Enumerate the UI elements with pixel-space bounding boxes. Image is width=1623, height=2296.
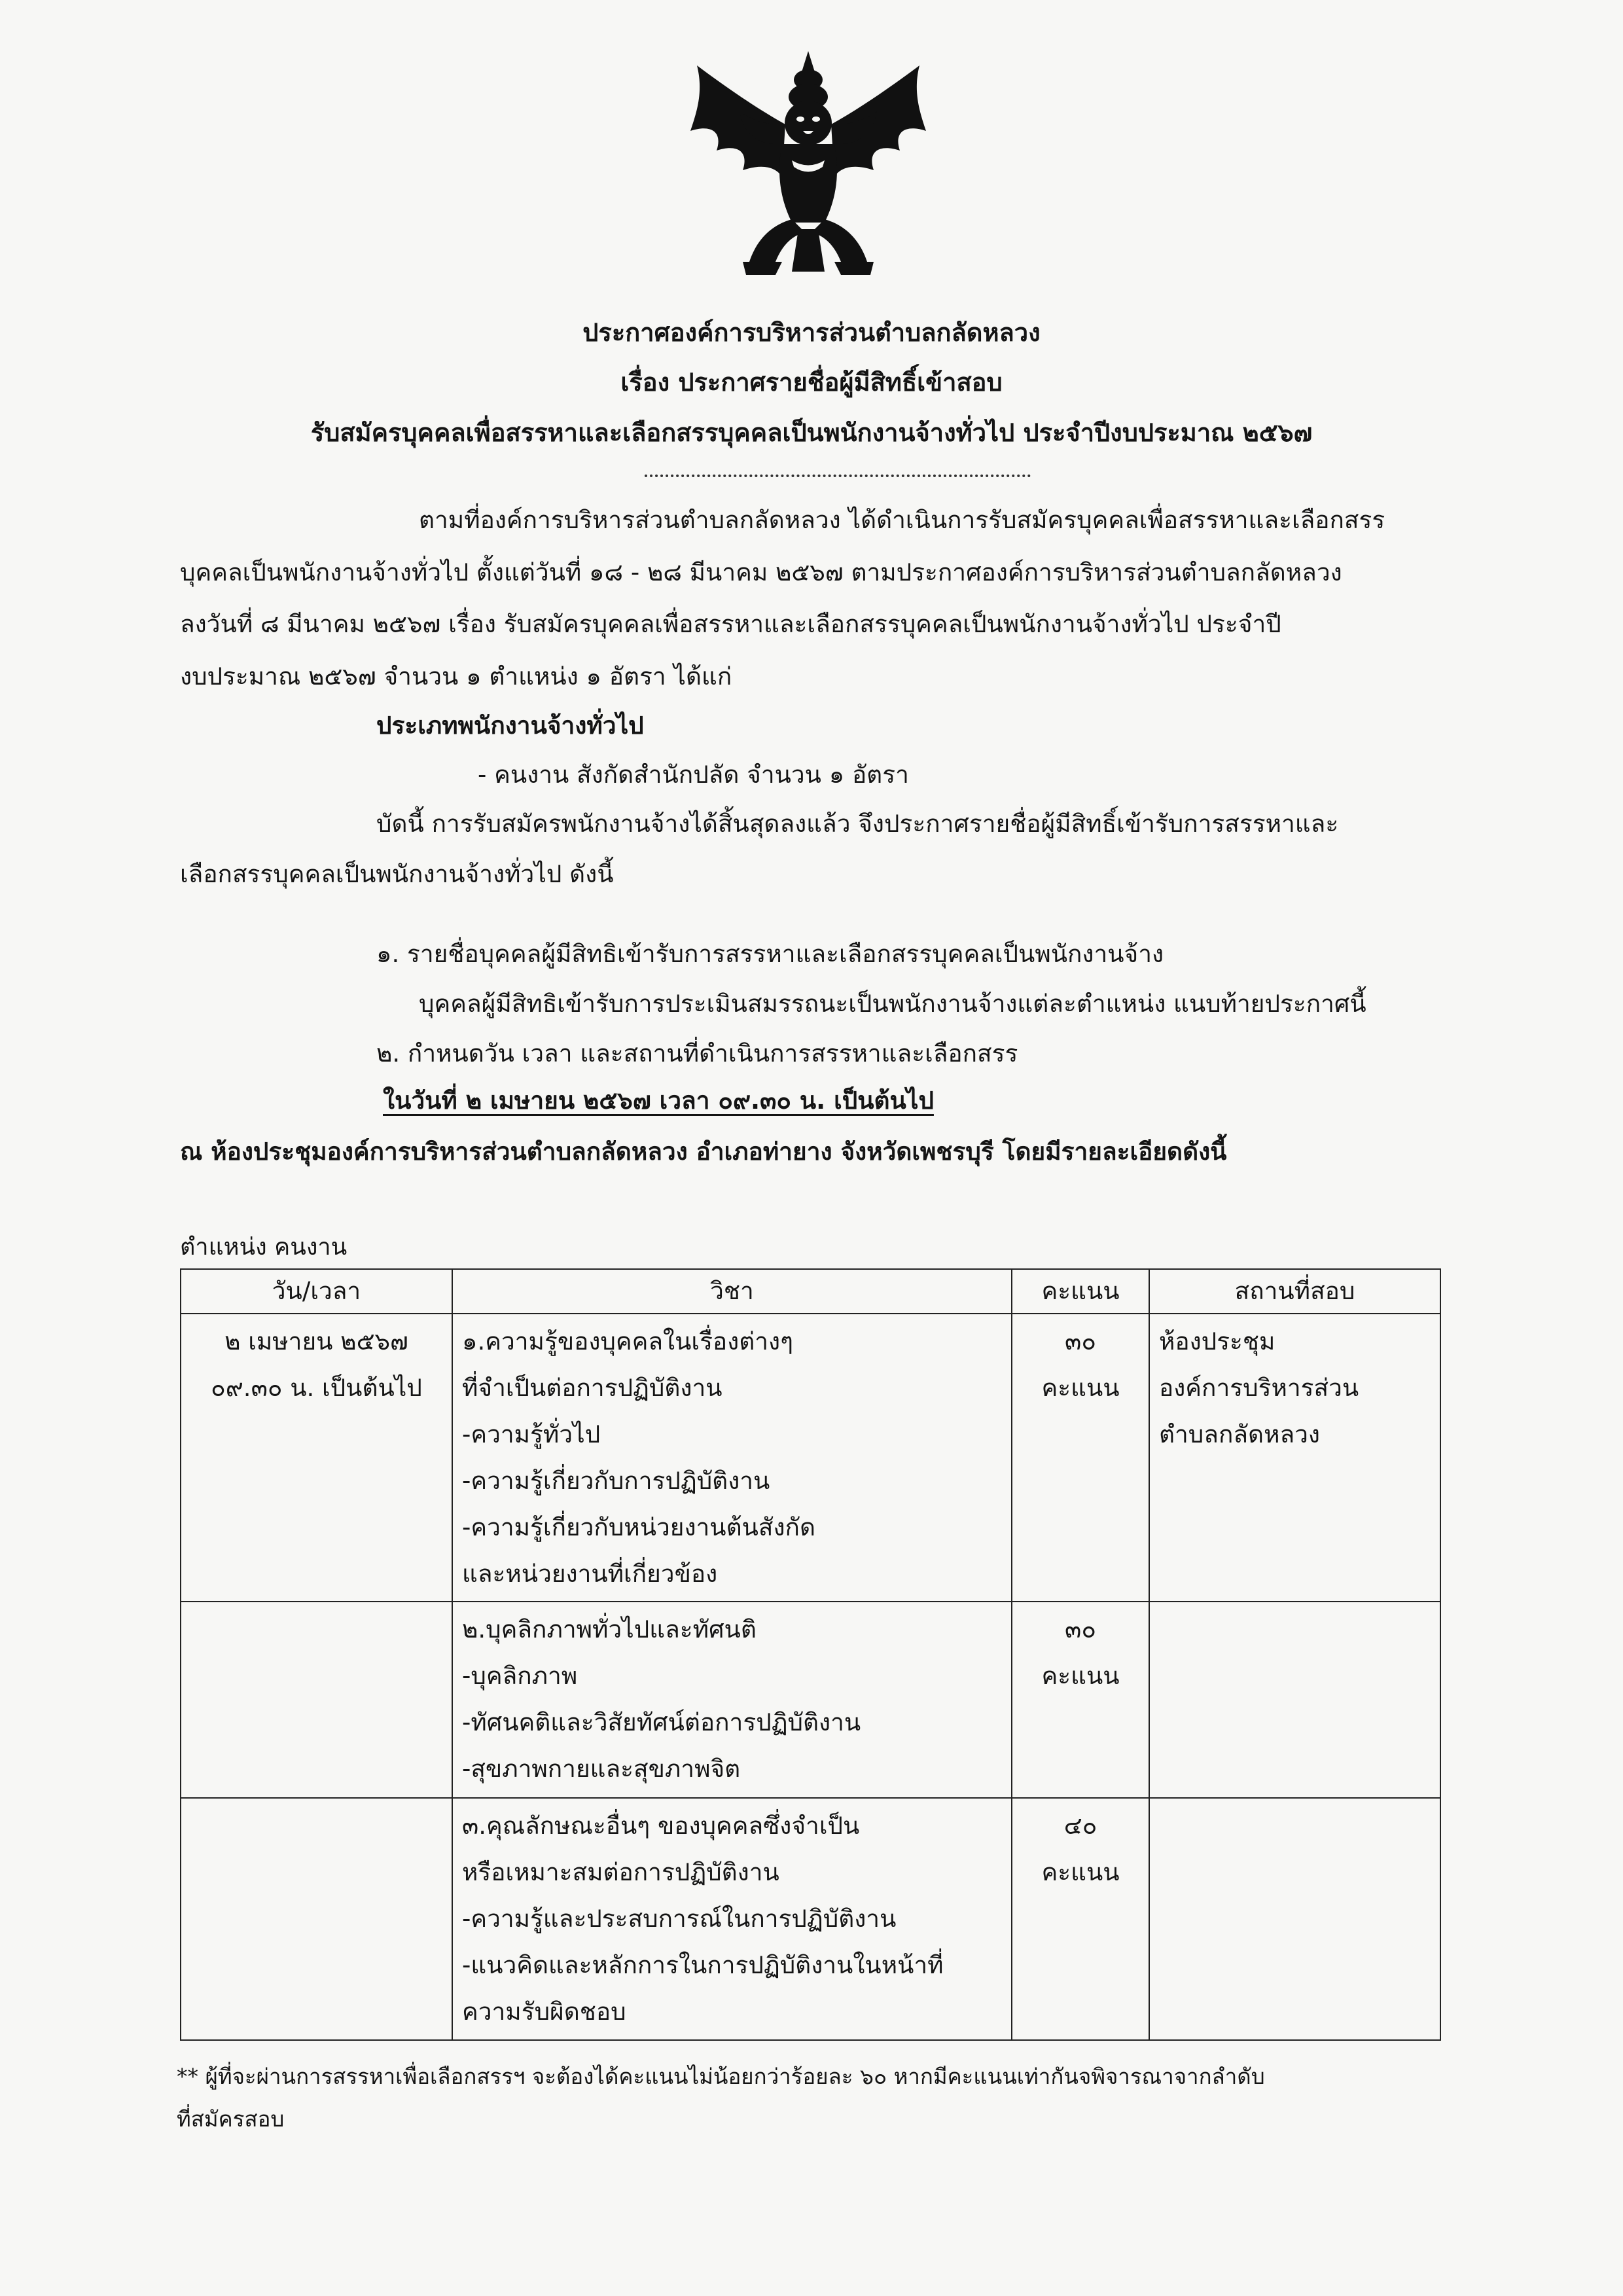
header-subject: วิชา (452, 1269, 1012, 1314)
table-caption: ตำแหน่ง คนงาน (180, 1234, 348, 1261)
announcement-subtitle: รับสมัครบุคคลเพื่อสรรหาและเลือกสรรบุคคลเป็นพนักงานจ้างทั่วไป ประจำปีงบประมาณ ๒๕๖๗ (310, 418, 1313, 447)
announcement-subject: เรื่อง ประกาศรายชื่อผู้มีสิทธิ์เข้าสอบ (620, 368, 1003, 397)
para2-line1: บัดนี้ การรับสมัครพนักงานจ้างได้สิ้นสุดลงแล้ว จึงประกาศรายชื่อผู้มีสิทธิ์เข้ารับการสรรหาและ (376, 810, 1339, 838)
score-value: ๓๐ (1065, 1327, 1096, 1355)
exam-time: ๐๙.๓๐ น. เป็นต้นไป (211, 1374, 422, 1402)
subject-line: ๓.คุณลักษณะอื่นๆ ของบุคคลซึ่งจำเป็น (462, 1812, 860, 1840)
item-1: ๑. รายชื่อบุคคลผู้มีสิทธิเข้ารับการสรรหาและเลือกสรรบุคคลเป็นพนักงานจ้าง (376, 940, 1164, 968)
score-value: ๔๐ (1063, 1812, 1097, 1840)
subject-line: -แนวคิดและหลักการในการปฏิบัติงานในหน้าที่ (462, 1951, 944, 1979)
exam-schedule-table (180, 1268, 1441, 2041)
subject-line: -ทัศนคติและวิสัยทัศน์ต่อการปฏิบัติงาน (462, 1708, 861, 1736)
table-header-row (181, 1269, 1440, 1314)
header-score: คะแนน (1012, 1269, 1149, 1314)
cell-venue (1149, 1798, 1440, 2040)
table-row (181, 1314, 1440, 1602)
score-unit: คะแนน (1041, 1662, 1120, 1690)
employee-category: ประเภทพนักงานจ้างทั่วไป (376, 711, 644, 740)
table-row (181, 1798, 1440, 2040)
subject-line: ความรับผิดชอบ (462, 1998, 626, 2026)
para2-line2: เลือกสรรบุคคลเป็นพนักงานจ้างทั่วไป ดังนี้ (180, 860, 614, 888)
exam-date-line: ในวันที่ ๒ เมษายน ๒๕๖๗ เวลา ๐๙.๓๐ น. เป็นต้นไป (383, 1086, 934, 1115)
cell-datetime (181, 1314, 452, 1602)
subject-line: -ความรู้และประสบการณ์ในการปฏิบัติงาน (462, 1905, 897, 1933)
item-1-detail: บุคคลผู้มีสิทธิเข้ารับการประเมินสมรรถนะเป็นพนักงานจ้างแต่ละตำแหน่ง แนบท้ายประกาศนี้ (419, 990, 1366, 1018)
score-value: ๓๐ (1065, 1615, 1096, 1643)
cell-subject (452, 1602, 1012, 1798)
subject-line: และหน่วยงานที่เกี่ยวข้อง (462, 1560, 718, 1588)
garuda-emblem-icon (677, 46, 939, 288)
subject-line: -ความรู้ทั่วไป (462, 1420, 601, 1448)
table-row (181, 1602, 1440, 1798)
subject-line: ๒.บุคลิกภาพทั่วไปและทัศนติ (462, 1615, 757, 1643)
subject-line: ๑.ความรู้ของบุคคลในเรื่องต่างๆ (462, 1327, 793, 1355)
venue-line: ห้องประชุม (1159, 1327, 1275, 1355)
cell-venue (1149, 1602, 1440, 1798)
cell-score (1012, 1314, 1149, 1602)
exam-date: ๒ เมษายน ๒๕๖๗ (224, 1327, 408, 1355)
para1-line4: งบประมาณ ๒๕๖๗ จำนวน ๑ ตำแหน่ง ๑ อัตรา ได้แก่ (180, 662, 732, 691)
subject-line: -บุคลิกภาพ (462, 1662, 578, 1690)
exam-venue-line: ณ ห้องประชุมองค์การบริหารส่วนตำบลกลัดหลวง อำเภอท่ายาง จังหวัดเพชรบุรี โดยมีรายละเอียดดังนี้ (180, 1138, 1227, 1166)
subject-line: -ความรู้เกี่ยวกับการปฏิบัติงาน (462, 1467, 770, 1495)
subject-line: ที่จำเป็นต่อการปฏิบัติงาน (462, 1374, 722, 1402)
cell-score (1012, 1798, 1149, 2040)
item-2: ๒. กำหนดวัน เวลา และสถานที่ดำเนินการสรรหาและเลือกสรร (376, 1039, 1018, 1067)
header-datetime: วัน/เวลา (181, 1269, 452, 1314)
footnote-line2: ที่สมัครสอบ (177, 2106, 285, 2132)
venue-line: องค์การบริหารส่วน (1159, 1374, 1359, 1402)
cell-subject (452, 1798, 1012, 2040)
score-unit: คะแนน (1041, 1858, 1120, 1886)
para1-line2: บุคคลเป็นพนักงานจ้างทั่วไป ตั้งแต่วันที่ ๑๘ - ๒๘ มีนาคม ๒๕๖๗ ตามประกาศองค์การบริหารส่วนตำบลกลัดหลวง (180, 558, 1342, 586)
footnote-line1: ** ผู้ที่จะผ่านการสรรหาเพื่อเลือกสรรฯ จะต้องได้คะแนนไม่น้อยกว่าร้อยละ ๖๐ หากมีคะแนนเท่ากันจพิจารณาจากลำดับ (177, 2064, 1265, 2089)
announcement-title: ประกาศองค์การบริหารส่วนตำบลกลัดหลวง (582, 318, 1041, 347)
venue-line: ตำบลกลัดหลวง (1159, 1420, 1320, 1448)
score-unit: คะแนน (1041, 1374, 1120, 1402)
para1-line3: ลงวันที่ ๘ มีนาคม ๒๕๖๗ เรื่อง รับสมัครบุคคลเพื่อสรรหาและเลือกสรรบุคคลเป็นพนักงานจ้างทั่วไป ประจำปี (180, 610, 1281, 638)
subject-line: -ความรู้เกี่ยวกับหน่วยงานต้นสังกัด (462, 1513, 815, 1541)
title-separator (645, 475, 1031, 477)
subject-line: หรือเหมาะสมต่อการปฏิบัติงาน (462, 1858, 779, 1886)
cell-subject (452, 1314, 1012, 1602)
cell-score (1012, 1602, 1149, 1798)
cell-datetime (181, 1602, 452, 1798)
header-venue: สถานที่สอบ (1149, 1269, 1440, 1314)
cell-datetime (181, 1798, 452, 2040)
cell-venue (1149, 1314, 1440, 1602)
para1-line1: ตามที่องค์การบริหารส่วนตำบลกลัดหลวง ได้ดำเนินการรับสมัครบุคคลเพื่อสรรหาและเลือกสรร (419, 506, 1385, 534)
subject-line: -สุขภาพกายและสุขภาพจิต (462, 1755, 741, 1783)
position-line: - คนงาน สังกัดสำนักปลัด จำนวน ๑ อัตรา (478, 761, 909, 789)
